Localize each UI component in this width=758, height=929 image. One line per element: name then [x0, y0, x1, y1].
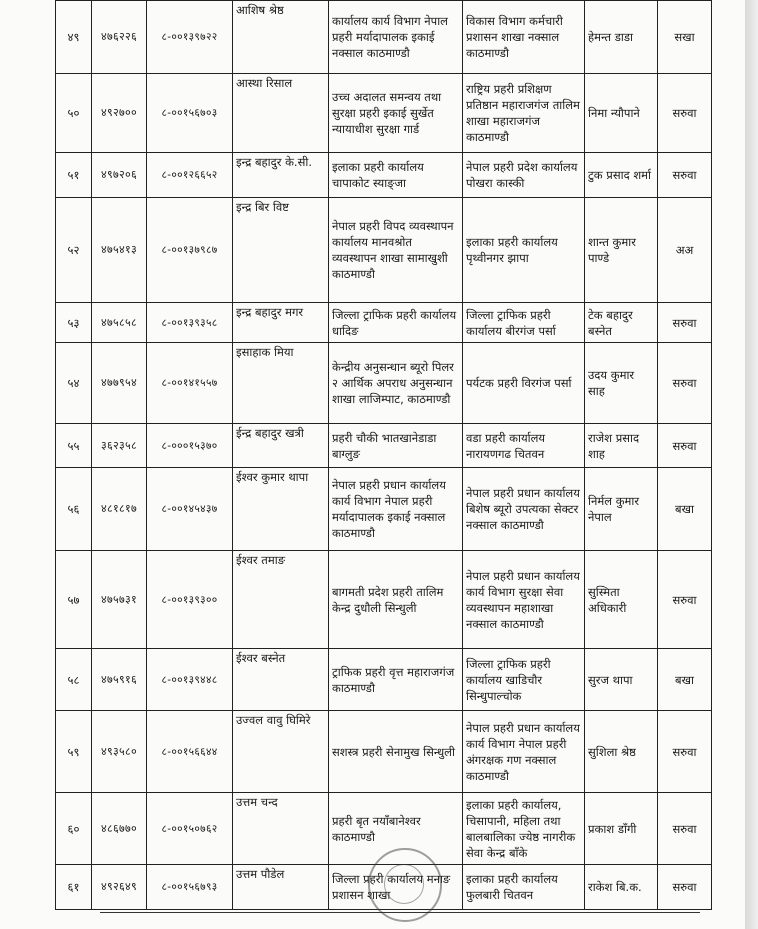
employee-id-cell: ४८६७७०: [92, 793, 147, 865]
transfer-office-cell: नेपाल प्रहरी प्रधान कार्यालय कार्य विभाग सुरक्षा सेवा व्यवस्थापन महाशाखा नक्साल काठमाण्डौ: [463, 551, 585, 649]
table-row: [56, 343, 712, 424]
current-office-cell: नेपाल प्रहरी प्रधान कार्यालय कार्य विभाग नेपाल प्रहरी मर्यादापालक इकाई नक्साल काठमाण्डौ: [329, 468, 463, 551]
serial-number-cell: ५०: [56, 74, 92, 153]
current-office-cell: प्रहरी बृत नयाँबानेश्वर काठमाण्डौ: [329, 793, 463, 865]
replacement-name-cell: राकेश बि.क.: [585, 865, 658, 910]
employee-id-cell: ४९२७००: [92, 74, 147, 153]
status-cell: सरुवा: [658, 711, 712, 793]
official-seal-stamp: [368, 848, 442, 922]
table-row: [56, 303, 712, 343]
status-cell: सरुवा: [658, 343, 712, 424]
replacement-name-cell: प्रकाश डाँगी: [585, 793, 658, 865]
status-cell: सरुवा: [658, 303, 712, 343]
current-office-cell: सशस्त्र प्रहरी सेनामुख सिन्धुली: [329, 711, 463, 793]
table-row: [56, 424, 712, 468]
transfer-office-cell: वडा प्रहरी कार्यालय नारायणगढ चितवन: [463, 424, 585, 468]
footer-rule: [100, 912, 700, 913]
serial-number-cell: ५५: [56, 424, 92, 468]
employee-name-cell: ईन्द्र बहादुर खत्री: [233, 424, 329, 468]
current-office-cell: प्रहरी चौकी भातखानेडाडा बाग्लुङ: [329, 424, 463, 468]
table-row: [56, 551, 712, 649]
employee-id-cell: ४७५९१६: [92, 649, 147, 711]
code-number-cell: ८-००१५६७९३: [147, 865, 233, 910]
replacement-name-cell: राजेश प्रसाद शाह: [585, 424, 658, 468]
status-cell: सरुवा: [658, 74, 712, 153]
current-office-cell: ट्राफिक प्रहरी वृत्त महाराजगंज काठमाण्डौ: [329, 649, 463, 711]
transfer-office-cell: विकास विभाग कर्मचारी प्रशासन शाखा नक्साल काठमाण्डौ: [463, 1, 585, 74]
employee-name-cell: इन्द्र बिर विष्ट: [233, 198, 329, 303]
current-office-cell: जिल्ला प्रहरी कार्यालय मनाङ प्रशासन शाखा: [329, 865, 463, 910]
employee-name-cell: इसाहाक मिया: [233, 343, 329, 424]
employee-name-cell: ईश्वर कुमार थापा: [233, 468, 329, 551]
serial-number-cell: ६१: [56, 865, 92, 910]
replacement-name-cell: उदय कुमार साह: [585, 343, 658, 424]
replacement-name-cell: टेक बहादुर बस्नेत: [585, 303, 658, 343]
status-cell: सरुवा: [658, 865, 712, 910]
replacement-name-cell: सुशिला श्रेष्ठ: [585, 711, 658, 793]
replacement-name-cell: शान्त कुमार पाण्डे: [585, 198, 658, 303]
table-row: [56, 649, 712, 711]
replacement-name-cell: निमा न्यौपाने: [585, 74, 658, 153]
table-row: [56, 711, 712, 793]
status-cell: अअ: [658, 198, 712, 303]
transfer-office-cell: नेपाल प्रहरी प्रदेश कार्यालय पोखरा कास्की: [463, 153, 585, 198]
status-cell: सरुवा: [658, 793, 712, 865]
table-row: [56, 198, 712, 303]
table-row: [56, 468, 712, 551]
current-office-cell: कार्यालय कार्य विभाग नेपाल प्रहरी मर्यादापालक इकाई नक्साल काठमाण्डौ: [329, 1, 463, 74]
serial-number-cell: ५८: [56, 649, 92, 711]
code-number-cell: ८-००१५६६४४: [147, 711, 233, 793]
employee-name-cell: उत्तम चन्द: [233, 793, 329, 865]
current-office-cell: इलाका प्रहरी कार्यालय चापाकोट स्याङ्जा: [329, 153, 463, 198]
employee-id-cell: ४७७९५४: [92, 343, 147, 424]
employee-id-cell: ३६२३५८: [92, 424, 147, 468]
current-office-cell: जिल्ला ट्राफिक प्रहरी कार्यालय धादिङ: [329, 303, 463, 343]
current-office-cell: केन्द्रीय अनुसन्धान ब्यूरो पिलर २ आर्थिक अपराध अनुसन्धान शाखा लाजिम्पाट, काठमाण्डौ: [329, 343, 463, 424]
transfer-office-cell: इलाका प्रहरी कार्यालय फुलबारी चितवन: [463, 865, 585, 910]
employee-name-cell: आशिष श्रेष्ठ: [233, 1, 329, 74]
transfer-office-cell: राष्ट्रिय प्रहरी प्रशिक्षण प्रतिष्ठान महाराजगंज तालिम शाखा महाराजगंज काठमाण्डौ: [463, 74, 585, 153]
serial-number-cell: ५७: [56, 551, 92, 649]
page-edge-shadow: [745, 0, 758, 929]
status-cell: सरुवा: [658, 551, 712, 649]
code-number-cell: ८-००१३९७२२: [147, 1, 233, 74]
status-cell: सखा: [658, 1, 712, 74]
code-number-cell: ८-००१३९३५८: [147, 303, 233, 343]
employee-name-cell: इन्द्र बहादुर के.सी.: [233, 153, 329, 198]
replacement-name-cell: टुक प्रसाद शर्मा: [585, 153, 658, 198]
transfer-office-cell: जिल्ला ट्राफिक प्रहरी कार्यालय बीरगंज पर्सा: [463, 303, 585, 343]
code-number-cell: ८-००१३९४४८: [147, 649, 233, 711]
employee-id-cell: ४७५४१३: [92, 198, 147, 303]
status-cell: बखा: [658, 468, 712, 551]
transfer-office-cell: इलाका प्रहरी कार्यालय, चिसापानी, महिला तथा बालबालिका ज्येष्ठ नागरीक सेवा केन्द्र बाँके: [463, 793, 585, 865]
code-number-cell: ८-००१५६७०३: [147, 74, 233, 153]
transfer-office-cell: नेपाल प्रहरी प्रधान कार्यालय बिशेष ब्यूरो उपत्यका सेक्टर नक्साल काठमाण्डौ: [463, 468, 585, 551]
transfer-office-cell: इलाका प्रहरी कार्यालय पृथ्वीनगर झापा: [463, 198, 585, 303]
employee-id-cell: ४९३५८०: [92, 711, 147, 793]
employee-id-cell: ४७५७३१: [92, 551, 147, 649]
employee-id-cell: ४९२६४९: [92, 865, 147, 910]
replacement-name-cell: सुस्मिता अधिकारी: [585, 551, 658, 649]
transfer-office-cell: जिल्ला ट्राफिक प्रहरी कार्यालय खाडिचौर सिन्धुपाल्चोक: [463, 649, 585, 711]
table-row: [56, 1, 712, 74]
employee-name-cell: आस्था रिसाल: [233, 74, 329, 153]
code-number-cell: ८-००१५०७६२: [147, 793, 233, 865]
employee-name-cell: ईश्वर तमाङ: [233, 551, 329, 649]
employee-name-cell: उत्तम पौडेल: [233, 865, 329, 910]
code-number-cell: ८-००१३९३००: [147, 551, 233, 649]
serial-number-cell: ५३: [56, 303, 92, 343]
code-number-cell: ८-००१४५४३७: [147, 468, 233, 551]
serial-number-cell: ६०: [56, 793, 92, 865]
replacement-name-cell: सुरज थापा: [585, 649, 658, 711]
code-number-cell: ८-००१२६६५२: [147, 153, 233, 198]
status-cell: सरुवा: [658, 424, 712, 468]
serial-number-cell: ५४: [56, 343, 92, 424]
transfer-office-cell: पर्यटक प्रहरी विरगंज पर्सा: [463, 343, 585, 424]
serial-number-cell: ४९: [56, 1, 92, 74]
status-cell: सरुवा: [658, 153, 712, 198]
transfer-table: [55, 0, 712, 910]
code-number-cell: ८-००१३७९८७: [147, 198, 233, 303]
employee-id-cell: ४८१८१७: [92, 468, 147, 551]
serial-number-cell: ५१: [56, 153, 92, 198]
code-number-cell: ८-००१४१५५७: [147, 343, 233, 424]
employee-id-cell: ४७५८५८: [92, 303, 147, 343]
current-office-cell: बागमती प्रदेश प्रहरी तालिम केन्द्र दुधौली सिन्धुली: [329, 551, 463, 649]
serial-number-cell: ५९: [56, 711, 92, 793]
replacement-name-cell: हेमन्त डाडा: [585, 1, 658, 74]
table-row: [56, 153, 712, 198]
employee-name-cell: ईश्वर बस्नेत: [233, 649, 329, 711]
current-office-cell: नेपाल प्रहरी विपद व्यवस्थापन कार्यालय मानवश्रोत व्यवस्थापन शाखा सामाखुशी काठमाण्डौ: [329, 198, 463, 303]
employee-id-cell: ४७६२२६: [92, 1, 147, 74]
transfer-office-cell: नेपाल प्रहरी प्रधान कार्यालय कार्य विभाग नेपाल प्रहरी अंगरक्षक गण नक्साल काठमाण्डौ: [463, 711, 585, 793]
serial-number-cell: ५६: [56, 468, 92, 551]
employee-id-cell: ४९७२०६: [92, 153, 147, 198]
status-cell: बखा: [658, 649, 712, 711]
employee-name-cell: इन्द्र बहादुर मगर: [233, 303, 329, 343]
code-number-cell: ८-०००१५३७०: [147, 424, 233, 468]
employee-name-cell: उज्वल वावु घिमिरे: [233, 711, 329, 793]
serial-number-cell: ५२: [56, 198, 92, 303]
current-office-cell: उच्च अदालत समन्वय तथा सुरक्षा प्रहरी इकाई सुर्खेत न्यायाधीश सुरक्षा गार्ड: [329, 74, 463, 153]
table-row: [56, 74, 712, 153]
replacement-name-cell: निर्मल कुमार नेपाल: [585, 468, 658, 551]
